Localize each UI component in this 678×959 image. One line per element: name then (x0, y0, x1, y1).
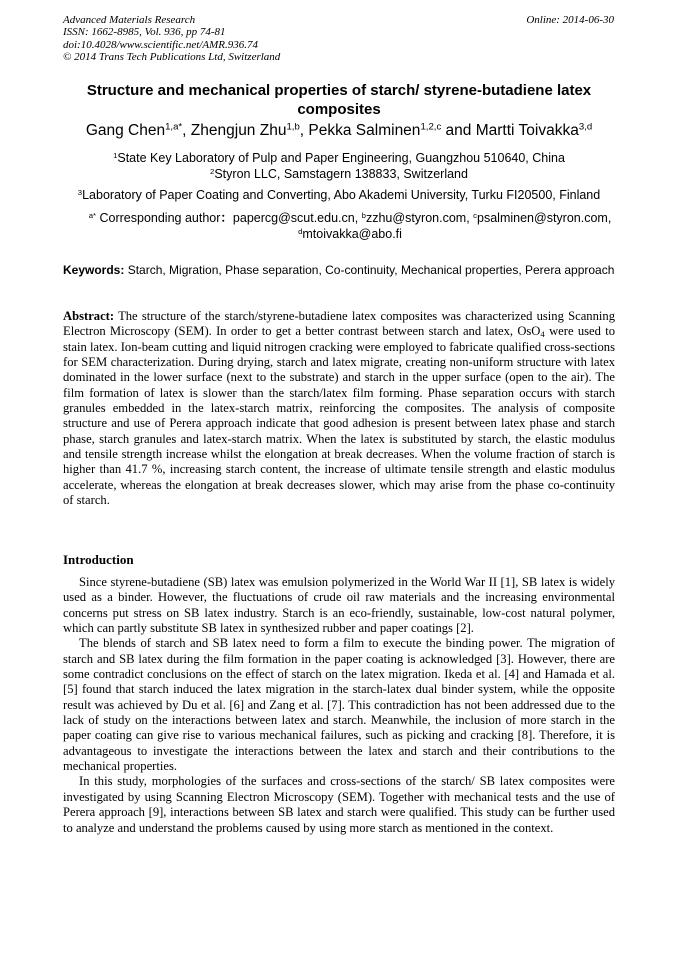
email-address: zzhu@styron.com, (365, 211, 474, 225)
copyright-line: © 2014 Trans Tech Publications Ltd, Switzerland (63, 51, 281, 64)
corresponding-author-block (80, 210, 620, 242)
keywords-label: Keywords: (63, 263, 125, 277)
author-affiliation-marker: 3,d (578, 121, 593, 133)
affiliation-text: Laboratory of Paper Coating and Converting, Abo Akademi University, Turku FI20500, Finland (82, 188, 601, 202)
abstract-text-part2: were used to stain latex. Ion-beam cutting and liquid nitrogen cracking were employed to fabricate qualified cross-sections for SEM characterization. During drying, starch and latex migrate, creating non-uniform structure with latex dominated in the lower surface (next to the substrate) and starch in the upper surface (open to the air). The film formation of latex is slower than the starch/latex film forming. Phase separation occurs with starch granules embedded in the latex-starch matrix, reinforcing the composites. The analysis of composite structure and use of Perera approach indicate that good adhesion is present between latex phase and starch phase, starch granules and latex-starch matrix. When the latex is substituted by starch, the elastic modulus and tensile strength increase whilst the elongation at break decreases. When the volume fraction of starch is higher than 41.7 %, increasing starch content, the increase of ultimate tensile strength and elastic modulus accelerate, whereas the elongation at break decreases slower, which may arise from the phase co-continuity of starch. (63, 324, 615, 508)
author-affiliation-marker: 1,a* (165, 121, 183, 133)
affiliation-marker: 1 (113, 150, 118, 160)
author-affiliation-marker: 1,b (286, 121, 300, 133)
author-affiliation-marker: 1,2,c (420, 121, 442, 133)
email-marker: c (473, 210, 478, 220)
paragraph: In this study, morphologies of the surfaces and cross-sections of the starch/ SB latex composites were investigated by using Scanning Electron Microscopy (SEM). Together with mechanical tests and the use of Perera approach [9], interactions between SB latex and starch were qualified. This study can be further used to analyze and understand the problems caused by using more starch as mentioned in the context. (63, 774, 615, 835)
email-address: mtoivakka@abo.fi (302, 227, 402, 241)
abstract-text-part1: The structure of the starch/styrene-butadiene latex composites was characterized using Scanning Electron Microscopy (SEM). In order to get a better contrast between starch and latex, OsO (63, 309, 615, 339)
affiliation-line (60, 150, 618, 166)
email-address: psalminen@styron.com, (477, 211, 612, 225)
paper-title: Structure and mechanical properties of starch/ styrene-butadiene latex composites (86, 82, 592, 118)
author-name: Martti Toivakka (475, 122, 579, 139)
introduction-body (63, 575, 615, 836)
affiliation-text: State Key Laboratory of Pulp and Paper Engineering, Guangzhou 510640, China (117, 151, 565, 165)
doi-line: doi:10.4028/www.scientific.net/AMR.936.74 (63, 38, 259, 51)
author-separator: and (441, 122, 476, 139)
affiliation-line (60, 187, 618, 203)
affiliations-block (60, 150, 618, 182)
corresponding-colon: ： (220, 211, 233, 225)
author-separator: , (299, 122, 309, 139)
author-name: Pekka Salminen (308, 122, 421, 139)
online-date: Online: 2014-06-30 (526, 14, 614, 26)
journal-name: Advanced Materials Research (63, 14, 196, 26)
keywords-text: Starch, Migration, Phase separation, Co-continuity, Mechanical properties, Perera approach (124, 263, 615, 277)
affiliation-marker: 3 (77, 187, 83, 197)
corresponding-label: Corresponding author (96, 211, 221, 225)
author-name: Zhengjun Zhu (190, 122, 287, 139)
paragraph: The blends of starch and SB latex need to form a film to execute the binding power. The migration of starch and SB latex during the film formation in the paper coating is acknowledged [3]. However, there are some contradict conclusions on the effect of starch on the latex migration. Ikeda et al. [4] and Hamada et al. [5] found that starch induced the latex migration in the starch-latex dual binder system, while the opposite result was achieved by Du et al. [6] and Zang et al. [7]. This contradiction has not been addressed due to the lack of study on the interactions between latex and starch. Meanwhile, the inclusion of more starch in the paper coating can give rise to various mechanical failures, such as picking and cracking [8]. Therefore, it is advantageous to investigate the interactions between the latex and starch and their contributions to the mechanical properties. (63, 636, 615, 774)
paragraph: Since styrene-butadiene (SB) latex was emulsion polymerized in the World War II [1], SB latex is widely used as a binder. However, the fluctuations of crude oil raw materials and the increasing environmental concerns put stress on SB latex industry. Starch is an eco-friendly, sustainable, low-cost natural polymer, which can partly substitute SB latex in synthesized rubber and paper coatings [2]. (63, 575, 615, 636)
abstract-section (63, 309, 615, 508)
email-marker: d (298, 226, 303, 236)
affiliation-text: Styron LLC, Samstagern 138833, Switzerland (214, 167, 468, 181)
journal-header (63, 14, 280, 64)
author-name: Gang Chen (85, 122, 166, 139)
section-heading-introduction: Introduction (63, 552, 134, 567)
author-separator: , (182, 122, 191, 139)
email-address: papercg@scut.edu.cn, (232, 211, 362, 225)
abstract-label: Abstract: (63, 309, 115, 323)
subscript-four: 4 (540, 329, 545, 340)
keywords-section (63, 263, 615, 278)
affiliation-line (60, 166, 618, 182)
affiliation-marker: 2 (210, 166, 215, 176)
email-marker: b (361, 210, 366, 220)
author-list (60, 121, 618, 141)
corresponding-marker: a* (88, 210, 97, 220)
issn-line: ISSN: 1662-8985, Vol. 936, pp 74-81 (63, 26, 226, 39)
